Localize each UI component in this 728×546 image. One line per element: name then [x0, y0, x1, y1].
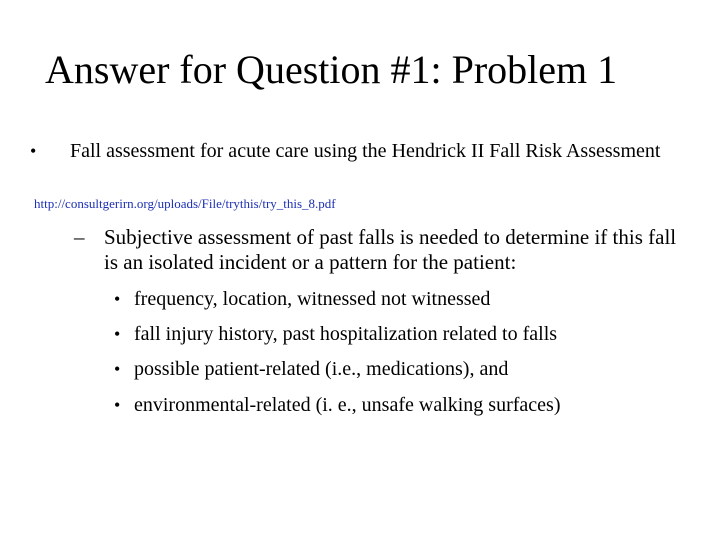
bullet-dot-icon: • [114, 395, 121, 415]
detail-item [114, 357, 714, 381]
main-bullet-text: Fall assessment for acute care using the Hendrick II Fall Risk Assessment [70, 140, 661, 162]
detail-item [114, 287, 714, 311]
reference-link[interactable]: http://consultgerirn.org/uploads/File/trythis/try_this_8.pdf [34, 196, 336, 211]
detail-item-text: environmental-related (i. e., unsafe walking surfaces) [134, 394, 561, 416]
slide-title: Answer for Question #1: Problem 1 [45, 47, 618, 92]
bullet-dot-icon: • [30, 141, 37, 161]
detail-item [114, 393, 714, 417]
detail-item [114, 322, 714, 346]
sub-bullet [74, 225, 694, 275]
bullet-dot-icon: • [114, 359, 121, 379]
dash-bullet-icon: – [74, 225, 85, 249]
detail-item-text: frequency, location, witnessed not witnessed [134, 288, 491, 310]
detail-item-text: fall injury history, past hospitalization related to falls [134, 323, 558, 345]
sub-bullet-text: Subjective assessment of past falls is needed to determine if this fall is an isolated incident or a pattern for the patient: [104, 225, 677, 274]
detail-item-text: possible patient-related (i.e., medications), and [134, 358, 509, 380]
bullet-dot-icon: • [114, 324, 121, 344]
main-bullet [30, 139, 690, 164]
bullet-dot-icon: • [114, 289, 121, 309]
